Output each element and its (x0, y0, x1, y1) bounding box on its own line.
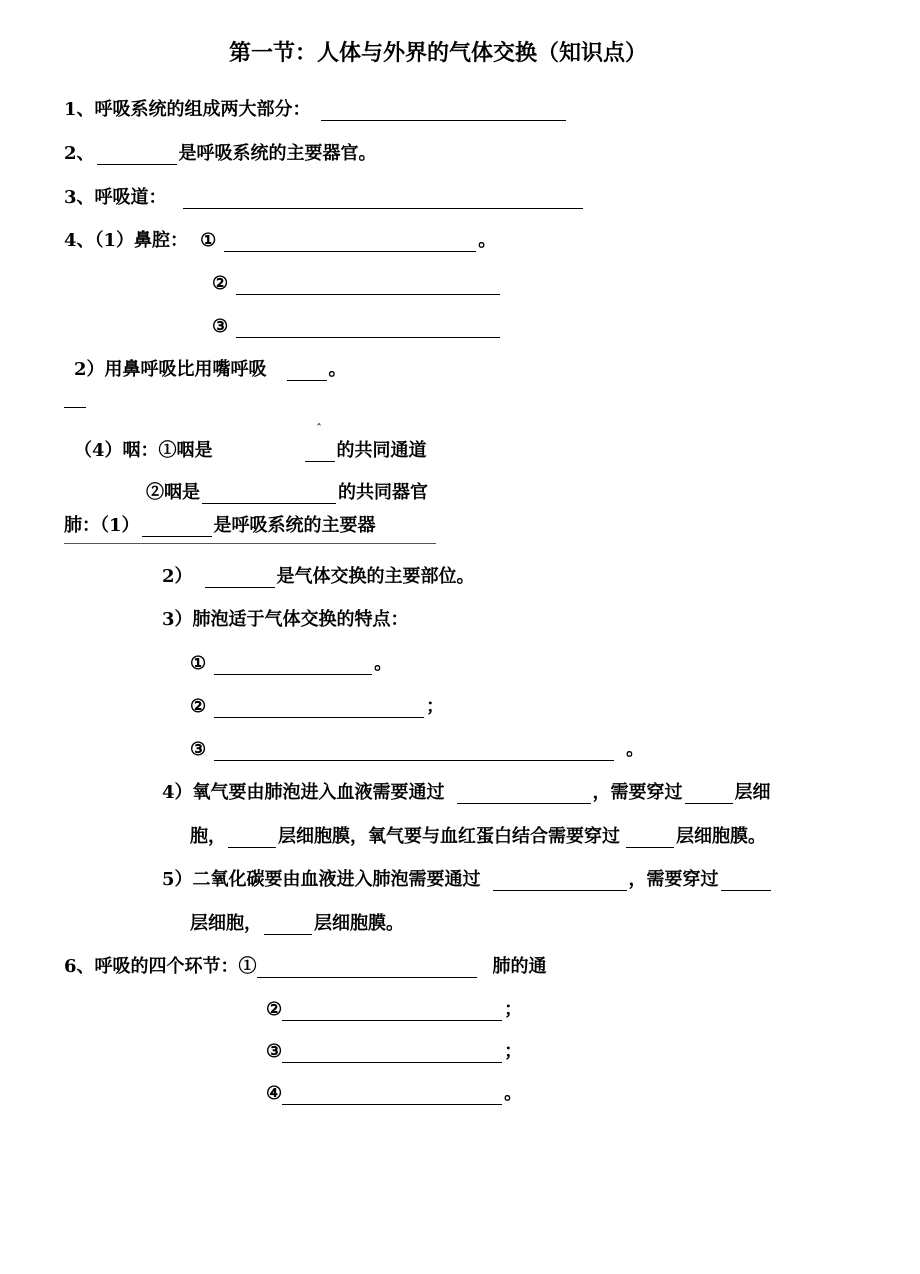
question-6-item-3 (266, 1041, 522, 1063)
answer-blank[interactable] (685, 785, 733, 804)
question-2-suffix: 是呼吸系统的主要器官。 (178, 143, 377, 164)
punctuation: 。 (626, 739, 645, 760)
question-5-part-3: 3）肺泡适于气体交换的特点： (162, 609, 409, 630)
question-5-part-1-prefix: 肺：（1） (64, 515, 140, 536)
question-5-part-4-text-f: 层细胞膜。 (676, 826, 766, 847)
punctuation: 。 (478, 230, 497, 251)
stray-dash (64, 407, 86, 408)
question-4-label (64, 230, 496, 252)
answer-blank[interactable] (142, 518, 212, 537)
question-4-sub-4b-end: 的共同器官 (338, 482, 428, 503)
question-5-part-1 (64, 515, 376, 537)
question-5-part-2-prefix: 2） (162, 566, 193, 587)
circle-number: ② (212, 273, 229, 294)
question-5-part-2-suffix: 是气体交换的主要部位。 (276, 566, 475, 587)
answer-blank[interactable] (97, 146, 177, 165)
question-5-part-5-text-d: 层细胞膜。 (314, 913, 404, 934)
circle-number: ② (266, 999, 283, 1020)
question-5-part-4-text-a: 4）氧气要由肺泡进入血液需要通过 (162, 782, 445, 803)
punctuation: ； (504, 999, 523, 1020)
circle-number: ① (200, 230, 217, 251)
answer-blank[interactable] (205, 569, 275, 588)
answer-blank[interactable] (257, 959, 477, 978)
question-4-sub-4a-text: （4）咽：①咽是 (74, 440, 213, 461)
answer-blank[interactable] (282, 1086, 502, 1105)
answer-blank[interactable] (305, 443, 335, 462)
circle-number: ① (238, 956, 257, 977)
question-4-sub-4a-end: 的共同通道 (336, 440, 427, 461)
question-2 (64, 143, 377, 165)
answer-blank[interactable] (236, 319, 500, 338)
answer-blank[interactable] (321, 102, 566, 121)
question-5-feature-2 (190, 696, 444, 718)
answer-blank[interactable] (287, 362, 327, 381)
question-4-sub-2 (74, 359, 347, 381)
question-5-part-2 (162, 566, 475, 588)
question-6-item-4 (266, 1083, 522, 1105)
answer-blank[interactable] (721, 872, 771, 891)
answer-blank[interactable] (264, 916, 312, 935)
question-6-item-2 (266, 999, 522, 1021)
answer-blank[interactable] (282, 1044, 502, 1063)
question-5-part-4-line-2 (190, 826, 766, 848)
answer-blank[interactable] (457, 785, 591, 804)
circle-number: ③ (266, 1041, 283, 1062)
answer-blank[interactable] (626, 829, 674, 848)
question-4-sub-4b-text: ②咽是 (146, 482, 200, 503)
question-3 (64, 187, 585, 209)
question-4-sub-2-text: 2）用鼻呼吸比用嘴呼吸 (74, 359, 267, 380)
punctuation: ； (504, 1041, 523, 1062)
answer-blank[interactable] (228, 829, 276, 848)
answer-blank[interactable] (214, 742, 614, 761)
question-5-feature-3 (190, 739, 644, 761)
answer-blank[interactable] (202, 485, 336, 504)
question-6-label: 6、呼吸的四个环节： (64, 956, 239, 977)
answer-blank[interactable] (236, 276, 500, 295)
punctuation: 。 (504, 1083, 523, 1104)
question-2-prefix: 2、 (64, 143, 95, 164)
question-5-part-4-text-e: 层细胞膜，氧气要与血红蛋白结合需要穿过 (278, 826, 620, 847)
divider-line (64, 543, 436, 544)
question-5-part-5-text-a: 5）二氧化碳要由血液进入肺泡需要通过 (162, 869, 481, 890)
question-5-part-5-line-1 (162, 869, 773, 891)
circle-number: ③ (212, 316, 229, 337)
answer-blank[interactable] (282, 1002, 502, 1021)
question-5-part-4-text-d: 胞， (190, 826, 226, 847)
question-5-part-1-suffix: 是呼吸系统的主要器 (213, 515, 376, 536)
question-5-part-4-text-b: ，需要穿过 (592, 782, 683, 803)
question-4-item-3 (212, 316, 502, 338)
circle-number: ③ (190, 739, 207, 760)
punctuation: 。 (328, 359, 347, 380)
question-5-part-4-line-1 (162, 782, 771, 804)
answer-blank[interactable] (224, 233, 476, 252)
question-3-text: 3、呼吸道： (64, 187, 167, 208)
question-5-part-5-text-c: 层细胞， (190, 913, 262, 934)
question-5-part-4-text-c: 层细 (734, 782, 771, 803)
circle-number: ④ (266, 1083, 283, 1104)
answer-blank[interactable] (493, 872, 627, 891)
answer-blank[interactable] (214, 656, 372, 675)
question-4-item-2 (212, 273, 502, 295)
punctuation: 。 (374, 653, 393, 674)
question-6-tail: 肺的通 (492, 956, 547, 977)
question-6 (64, 956, 547, 978)
question-1 (64, 99, 568, 121)
answer-blank[interactable] (183, 190, 583, 209)
question-5-part-5-text-b: ，需要穿过 (628, 869, 719, 890)
caret-mark: ˆ (316, 422, 322, 436)
question-1-text: 1、呼吸系统的组成两大部分： (64, 99, 311, 120)
question-5-part-5-line-2 (190, 913, 404, 935)
punctuation: ； (426, 696, 445, 717)
circle-number: ① (190, 653, 207, 674)
circle-number: ② (190, 696, 207, 717)
question-5-feature-1 (190, 653, 392, 675)
question-4-sub-4b (146, 482, 428, 504)
question-4-label-text: 4、（1）鼻腔： (64, 230, 189, 251)
page-title: 第一节：人体与外界的气体交换（知识点） (229, 40, 648, 66)
answer-blank[interactable] (214, 699, 424, 718)
question-4-sub-4a (74, 440, 427, 462)
